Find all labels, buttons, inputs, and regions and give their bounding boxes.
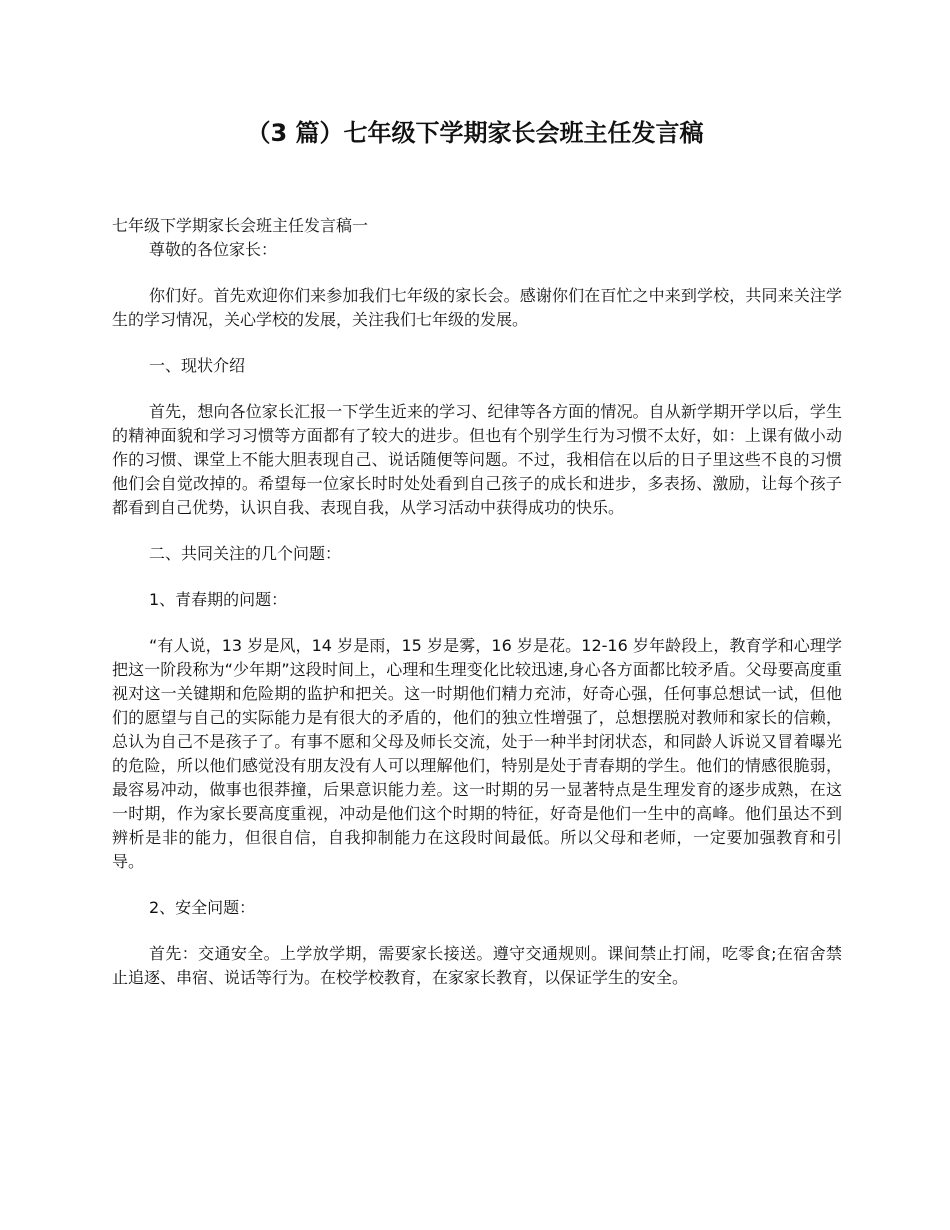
paragraph-safety: 首先：交通安全。上学放学期，需要家长接送。遵守交通规则。课间禁止打闹，吃零食;在宿舍禁止追逐、串宿、说话等行为。在校学校教育，在家家长教育，以保证学生的安全。 [112,944,842,987]
heading-common-concerns: 二、共同关注的几个问题： [149,544,342,563]
paragraph-status-report: 首先，想向各位家长汇报一下学生近来的学习、纪律等各方面的情况。自从新学期开学以后，学生的精神面貌和学习习惯等方面都有了较大的进步。但也有个别学生行为习惯不太好，如：上课有做小动作的习惯、课堂上不能大胆表现自己、说话随便等问题。不过，我相信在以后的日子里这些不良的习惯他们会自觉改掉的。希望每一位家长时时处处看到自己孩子的成长和进步，多表扬、激励，让每个孩子都看到自己优势，认识自我、表现自我，从学习活动中获得成功的快乐。 [112,402,842,517]
heading-adolescence: 1、青春期的问题： [149,590,288,609]
paragraph-adolescence: “有人说，13 岁是风，14 岁是雨，15 岁是雾，16 岁是花。12-16 岁年龄段上，教育学和心理学把这一阶段称为“少年期”这段时间上，心理和生理变化比较迅速,身心各方面都比较矛盾。父母要高度重视对这一关键期和危险期的监护和把关。这一时期他们精力充沛，好奇心强，任何事总想试一试，但他们的愿望与自己的实际能力是有很大的矛盾的，他们的独立性增强了，总想摆脱对教师和家长的信赖，总认为自己不是孩子了。有事不愿和父母及师长交流，处于一种半封闭状态，和同龄人诉说又冒着曝光的危险，所以他们感觉没有朋友没有人可以理解他们，特别是处于青春期的学生。他们的情感很脆弱，最容易冲动，做事也很莽撞，后果意识能力差。这一时期的另一显著特点是生理发育的逐步成熟，在这一时期，作为家长要高度重视，冲动是他们这个时期的特征，好奇是他们一生中的高峰。他们虽达不到辨析是非的能力，但很自信，自我抑制能力在这段时间最低。所以父母和老师，一定要加强教育和引导。 [112,636,842,871]
paragraph-greeting: 你们好。首先欢迎你们来参加我们七年级的家长会。感谢你们在百忙之中来到学校，共同来关注学生的学习情况，关心学校的发展，关注我们七年级的发展。 [112,286,842,329]
heading-current-status: 一、现状介绍 [149,356,246,375]
document-body [112,214,842,990]
section-heading: 七年级下学期家长会班主任发言稿一 [112,216,369,235]
salutation: 尊敬的各位家长： [149,240,278,259]
document-title: （3 篇）七年级下学期家长会班主任发言稿 [246,119,704,147]
heading-safety: 2、安全问题： [149,898,256,917]
